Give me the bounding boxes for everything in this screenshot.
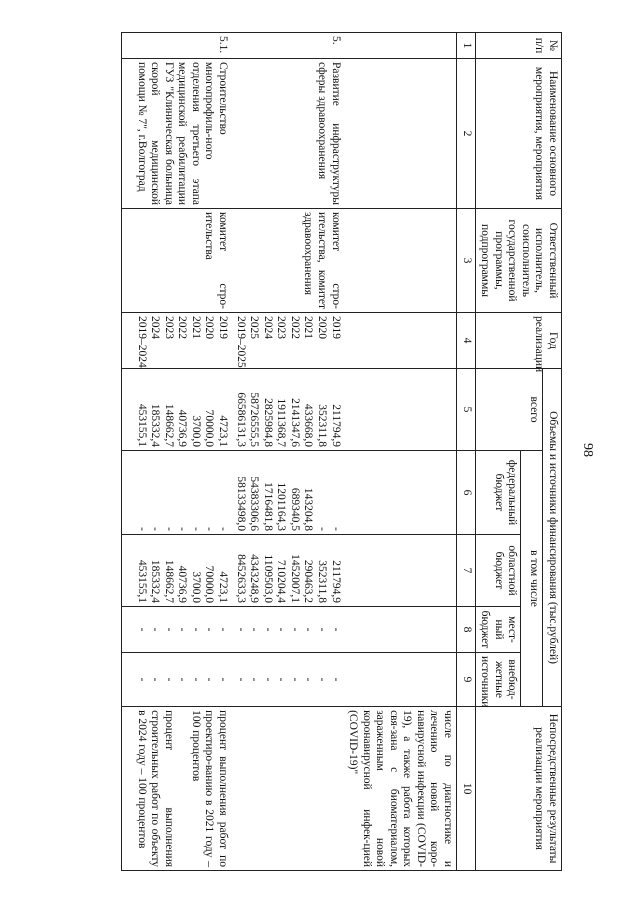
col-number: 9 xyxy=(457,653,476,707)
year-value: - xyxy=(329,627,342,632)
year-value: - xyxy=(203,677,216,682)
year-value: 2023 xyxy=(162,316,175,339)
year-value: 2019–2024 xyxy=(135,316,148,368)
col-number: 2 xyxy=(457,59,476,209)
year-value: 2022 xyxy=(176,316,189,339)
year-value: 148662,7 xyxy=(162,403,175,447)
year-value: 4343248,9 xyxy=(248,554,261,603)
row-total xyxy=(121,369,231,451)
col-number: 7 xyxy=(457,535,476,607)
year-value: 2141347,6 xyxy=(288,398,301,447)
year-value: - xyxy=(234,677,247,682)
year-value: 453155,1 xyxy=(135,403,148,447)
year-value: - xyxy=(203,627,216,632)
year-value: 148662,7 xyxy=(162,559,175,603)
header-local: мест-ный бюджет xyxy=(475,607,521,653)
year-value: - xyxy=(176,627,189,632)
row-local xyxy=(121,607,231,653)
funding-table xyxy=(121,32,562,871)
year-value: 185332,4 xyxy=(149,559,162,603)
year-value: - xyxy=(135,627,148,632)
page-number: 98 xyxy=(580,443,595,457)
year-value: 2024 xyxy=(149,316,162,339)
year-value: 2019–2025 xyxy=(234,316,247,368)
year-value: - xyxy=(162,627,175,632)
year-value: - xyxy=(189,527,202,531)
row-num: 5.1. xyxy=(121,33,231,59)
header-incl: в том числе xyxy=(521,451,543,707)
year-value: - xyxy=(217,677,230,682)
year-value: - xyxy=(149,527,162,531)
year-value: - xyxy=(189,627,202,632)
year-value: - xyxy=(316,677,328,682)
row-num: 5. xyxy=(231,33,344,59)
year-value: - xyxy=(217,527,230,531)
row-local xyxy=(231,607,344,653)
year-value: 185332,4 xyxy=(149,403,162,447)
year-value: - xyxy=(135,527,148,531)
year-value: - xyxy=(234,627,247,632)
year-value: 1109503,0 xyxy=(261,554,274,603)
col-number: 1 xyxy=(457,33,476,59)
year-value: - xyxy=(149,627,162,632)
row-name: Строительство многопрофиль-ного отделения третьего этапа медицинской реабилитации ГУЗ "Клиническая больница скорой медицинской помощи № 7", г.Волгоград xyxy=(121,59,231,209)
year-value: 1911368,7 xyxy=(275,398,288,447)
col-number: 10 xyxy=(457,707,476,871)
header-num: № п/п xyxy=(475,33,561,59)
year-value: 2025 xyxy=(248,316,261,339)
year-value: 1716481,8 xyxy=(261,482,274,531)
year-value: 2021 xyxy=(302,316,315,339)
year-value: 66586131,3 xyxy=(234,392,247,447)
year-value: - xyxy=(248,627,261,632)
year-value: 211794,9 xyxy=(329,404,342,447)
year-value: 58726555,5 xyxy=(248,392,261,447)
year-value: - xyxy=(203,527,216,531)
year-value: 58133498,0 xyxy=(234,476,247,531)
year-value: 2019 xyxy=(217,316,230,339)
header-extra: внебюд-жетные источники xyxy=(475,653,521,707)
funding-table-rotated xyxy=(135,32,562,870)
year-value: 433668,0 xyxy=(302,403,315,447)
year-value: 2825984,8 xyxy=(261,398,274,447)
year-value: 54383306,6 xyxy=(248,476,261,531)
row-extra xyxy=(231,653,344,707)
year-value: 3700,0 xyxy=(189,571,202,603)
year-value: 352311,8 xyxy=(316,560,328,603)
row-responsible: комитет стро-ительства xyxy=(121,209,231,313)
year-value: 453155,1 xyxy=(135,559,148,603)
year-value: 2023 xyxy=(275,316,288,339)
year-value: 2022 xyxy=(288,316,301,339)
year-value: 710204,4 xyxy=(275,559,288,603)
header-results: Непосредственные результаты реализации мероприятия xyxy=(475,707,561,871)
row-regional xyxy=(121,535,231,607)
row-years xyxy=(121,313,231,369)
year-value: - xyxy=(217,627,230,632)
year-value: - xyxy=(189,677,202,682)
year-value: - xyxy=(149,677,162,682)
year-value: 2019 xyxy=(329,316,342,339)
row-years xyxy=(231,313,344,369)
year-value: 1201164,3 xyxy=(275,482,288,531)
header-responsible: Ответственный исполнитель, соисполнитель государственной программы, подпрограммы xyxy=(475,209,561,313)
row-results xyxy=(231,707,344,871)
year-value: 2020 xyxy=(203,316,216,339)
year-value: 1452007,1 xyxy=(288,554,301,603)
year-value: - xyxy=(261,677,274,682)
year-value: 4723,1 xyxy=(217,415,230,447)
year-value: - xyxy=(176,677,189,682)
col-number: 4 xyxy=(457,313,476,369)
year-value: 143204,8 xyxy=(302,487,315,531)
year-value: - xyxy=(275,677,288,682)
year-value: - xyxy=(162,527,175,531)
year-value: - xyxy=(135,677,148,682)
year-value: - xyxy=(302,677,315,682)
header-funding: Объемы и источники финансирования (тыс.рублей) xyxy=(543,369,562,707)
year-value: - xyxy=(329,527,342,531)
year-value: - xyxy=(288,627,301,632)
year-value: 70000,0 xyxy=(203,409,216,447)
row-extra xyxy=(121,653,231,707)
year-value: 211794,9 xyxy=(329,560,342,603)
row-regional xyxy=(231,535,344,607)
year-value: 8452633,3 xyxy=(234,554,247,603)
year-value: - xyxy=(288,677,301,682)
year-value: - xyxy=(302,627,315,632)
year-value: 40736,9 xyxy=(176,409,189,447)
year-value: - xyxy=(162,677,175,682)
year-value: 352311,8 xyxy=(316,404,328,447)
year-value: 4723,1 xyxy=(217,571,230,603)
header-total: всего xyxy=(475,369,543,451)
year-value: - xyxy=(248,677,261,682)
row-federal xyxy=(231,451,344,535)
year-value: - xyxy=(329,677,342,682)
year-value: 2024 xyxy=(261,316,274,339)
row-federal xyxy=(121,451,231,535)
header-federal: федеральный бюджет xyxy=(475,451,521,535)
year-value: 2021 xyxy=(189,316,202,339)
header-regional: областной бюджет xyxy=(475,535,521,607)
year-value: - xyxy=(316,527,328,531)
year-value: - xyxy=(261,627,274,632)
row-name: Развитие инфраструктуры сферы здравоохранения xyxy=(231,59,344,209)
col-number: 5 xyxy=(457,369,476,451)
col-number: 8 xyxy=(457,607,476,653)
year-value: - xyxy=(316,627,328,632)
carryover-result-text: числе по диагностике и лечению новой коро-навирусной инфекции (COVID-19), а также работа которых свя-зана с биоматериалом, зараженным новой коронавирусной инфек-цией (COVID-19)" xyxy=(344,707,457,871)
year-value: 689340,5 xyxy=(288,487,301,531)
row-total xyxy=(231,369,344,451)
year-value: 3700,0 xyxy=(189,415,202,447)
header-year: Год реализации xyxy=(475,313,561,369)
col-number: 6 xyxy=(457,451,476,535)
year-value: 290463,2 xyxy=(302,559,315,603)
year-value: - xyxy=(176,527,189,531)
year-value: - xyxy=(275,627,288,632)
year-value: 2020 xyxy=(316,316,328,339)
col-number: 3 xyxy=(457,209,476,313)
year-value: 40736,9 xyxy=(176,565,189,603)
year-value: 70000,0 xyxy=(203,565,216,603)
header-name: Наименование основного мероприятия, мероприятия xyxy=(475,59,561,209)
row-results: процент выполнения работ по проектиро-ванию в 2021 году – 100 процентов процент выполнения строительных работ по объекту в 2024 году – 100 процентов xyxy=(121,707,231,871)
row-responsible: комитет стро-ительства, комитет здравоохранения xyxy=(231,209,344,313)
